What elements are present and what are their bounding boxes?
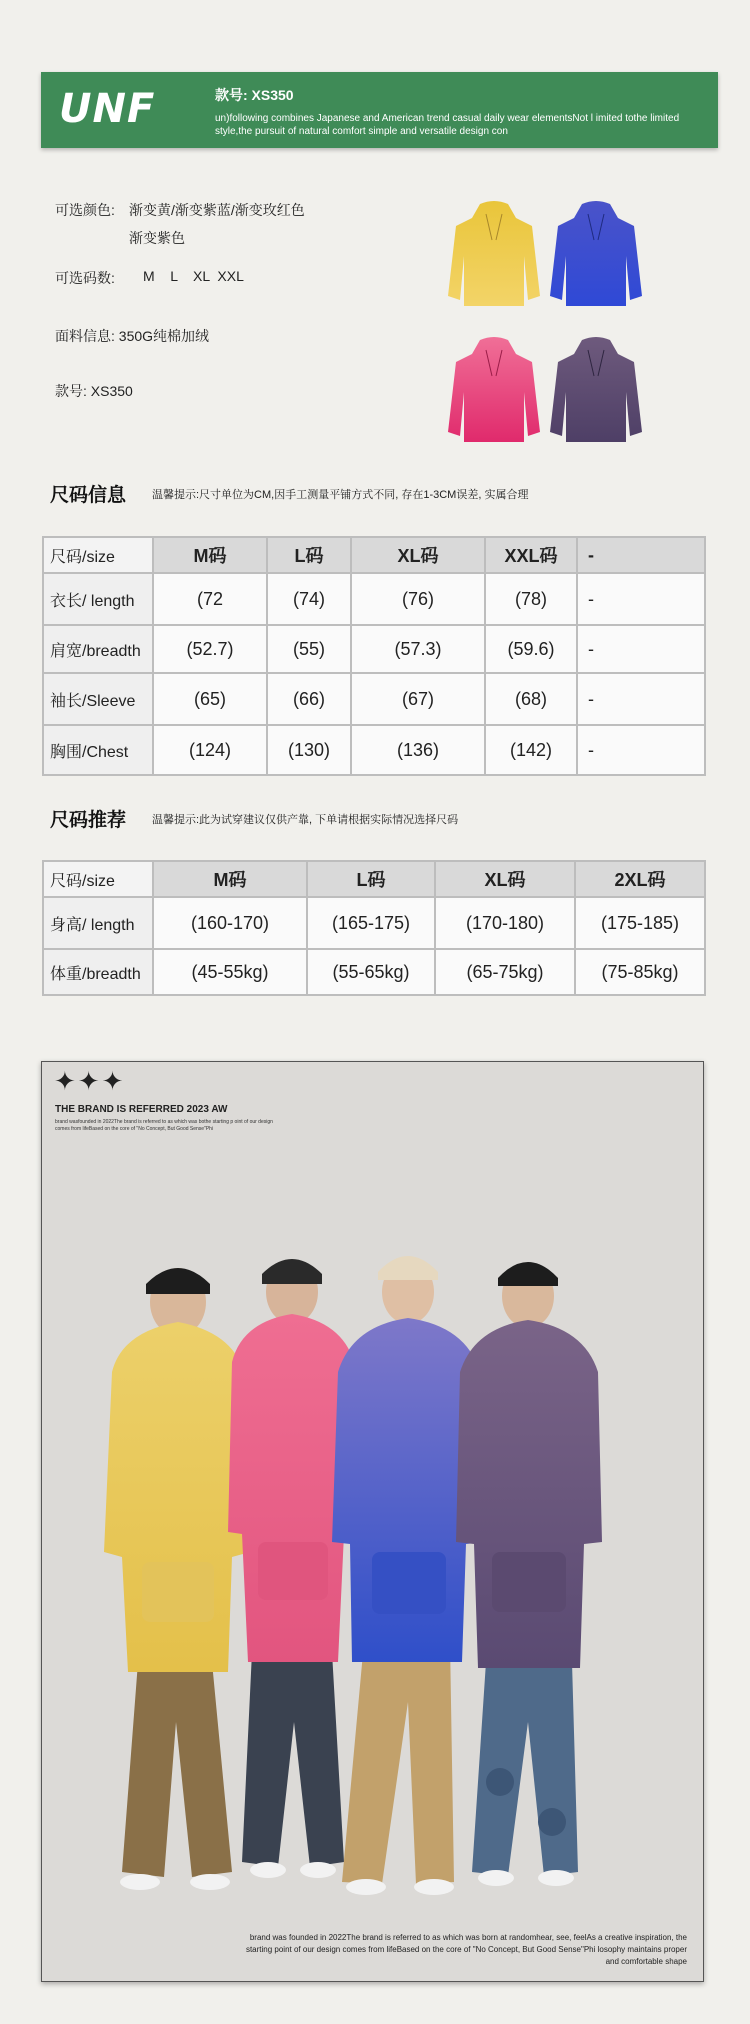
header-cell: XL码 xyxy=(351,537,485,573)
colors-line2: 渐变紫色 xyxy=(129,230,185,246)
row-label: 身高/ length xyxy=(43,897,153,949)
table-cell: (175-185) xyxy=(575,897,705,949)
table-cell: (72 xyxy=(153,573,267,625)
header-cell: M码 xyxy=(153,861,307,897)
yellow-hoodie-image xyxy=(446,200,542,310)
row-label: 体重/breadth xyxy=(43,949,153,995)
model-pink xyxy=(228,1259,358,1878)
row-label: 胸围/Chest xyxy=(43,725,153,775)
table-cell: (170-180) xyxy=(435,897,575,949)
table-row xyxy=(43,625,705,673)
size-info-note: 温馨提示:尺寸单位为CM,因手工测量平铺方式不同, 存在1-3CM误差, 实属合理 xyxy=(152,489,529,501)
brand-small-text: brand wasfounded in 2022The brand is referred to as which was bothe starting p oint of our design comes from lifeBased on the core of "No Concept, But Good Sense"Phi xyxy=(55,1119,273,1132)
table-cell: (74) xyxy=(267,573,351,625)
header-cell: - xyxy=(577,537,705,573)
header-cell: XL码 xyxy=(435,861,575,897)
table-cell: (57.3) xyxy=(351,625,485,673)
table-cell: (55-65kg) xyxy=(307,949,435,995)
sparkle-icon: ✦✦✦ xyxy=(54,1066,126,1096)
table-cell: (59.6) xyxy=(485,625,577,673)
table-cell: (52.7) xyxy=(153,625,267,673)
table-cell: (142) xyxy=(485,725,577,775)
colors-line1: 渐变黄/渐变紫蓝/渐变玫红色 xyxy=(129,202,305,218)
models-illustration xyxy=(82,1222,672,1922)
row-label: 肩宽/breadth xyxy=(43,625,153,673)
header-cell: L码 xyxy=(307,861,435,897)
table-cell: (68) xyxy=(485,673,577,725)
table-cell: (78) xyxy=(485,573,577,625)
table-row xyxy=(43,949,705,995)
sizes-label: 可选码数: xyxy=(55,270,115,286)
model-yellow xyxy=(104,1268,250,1890)
model-blue xyxy=(332,1256,486,1895)
blue-hoodie-image xyxy=(548,200,644,310)
size-info-table xyxy=(42,536,706,776)
table-cell: (65-75kg) xyxy=(435,949,575,995)
header-cell: 2XL码 xyxy=(575,861,705,897)
size-info-title: 尺码信息 xyxy=(50,485,127,506)
row-label: 袖长/Sleeve xyxy=(43,673,153,725)
purple-hoodie-image xyxy=(548,336,644,446)
table-cell: - xyxy=(577,625,705,673)
header-cell: 尺码/size xyxy=(43,861,153,897)
colors-label: 可选颜色: xyxy=(55,202,115,218)
table-cell: - xyxy=(577,573,705,625)
table-cell: (160-170) xyxy=(153,897,307,949)
header-banner xyxy=(41,72,718,148)
banner-description: un)following combines Japanese and American trend casual daily wear elementsNot l imited tothe limited style,the pursuit of natural comfort simple and versatile design con xyxy=(215,113,680,137)
rose-hoodie-image xyxy=(446,336,542,446)
banner-model-number: 款号: XS350 xyxy=(215,87,294,103)
brand-logo: UNF xyxy=(59,86,156,132)
table-header-row xyxy=(43,861,705,897)
table-cell: (76) xyxy=(351,573,485,625)
footer-text: brand was founded in 2022The brand is referred to as which was born at randomhear, see, feelAs a creative inspiration, the starting point of our design comes from lifeBased on the core of "No Concept, But Good Sense"Phi losophy maintains proper and comfortable shape xyxy=(245,1933,687,1966)
table-cell: (124) xyxy=(153,725,267,775)
sizes-list: M L XL XXL xyxy=(143,268,244,284)
table-cell: - xyxy=(577,725,705,775)
table-row xyxy=(43,573,705,625)
table-cell: (45-55kg) xyxy=(153,949,307,995)
header-cell: M码 xyxy=(153,537,267,573)
table-cell: (75-85kg) xyxy=(575,949,705,995)
table-row xyxy=(43,673,705,725)
model-photo xyxy=(41,1061,704,1982)
model-number: 款号: XS350 xyxy=(55,383,133,399)
table-row xyxy=(43,897,705,949)
table-header-row xyxy=(43,537,705,573)
table-cell: (55) xyxy=(267,625,351,673)
table-cell: (130) xyxy=(267,725,351,775)
header-cell: 尺码/size xyxy=(43,537,153,573)
brand-title: THE BRAND IS REFERRED 2023 AW xyxy=(55,1104,228,1115)
table-cell: (136) xyxy=(351,725,485,775)
table-cell: (66) xyxy=(267,673,351,725)
size-rec-table xyxy=(42,860,706,996)
table-cell: (165-175) xyxy=(307,897,435,949)
size-rec-title: 尺码推荐 xyxy=(50,810,127,831)
table-cell: (65) xyxy=(153,673,267,725)
table-row xyxy=(43,725,705,775)
header-cell: L码 xyxy=(267,537,351,573)
header-cell: XXL码 xyxy=(485,537,577,573)
table-cell: - xyxy=(577,673,705,725)
size-rec-note: 温馨提示:此为试穿建议仅供产靠, 下单请根据实际情况选择尺码 xyxy=(152,814,459,826)
fabric-info: 面料信息: 350G纯棉加绒 xyxy=(55,328,210,344)
row-label: 衣长/ length xyxy=(43,573,153,625)
table-cell: (67) xyxy=(351,673,485,725)
model-purple xyxy=(456,1262,602,1886)
